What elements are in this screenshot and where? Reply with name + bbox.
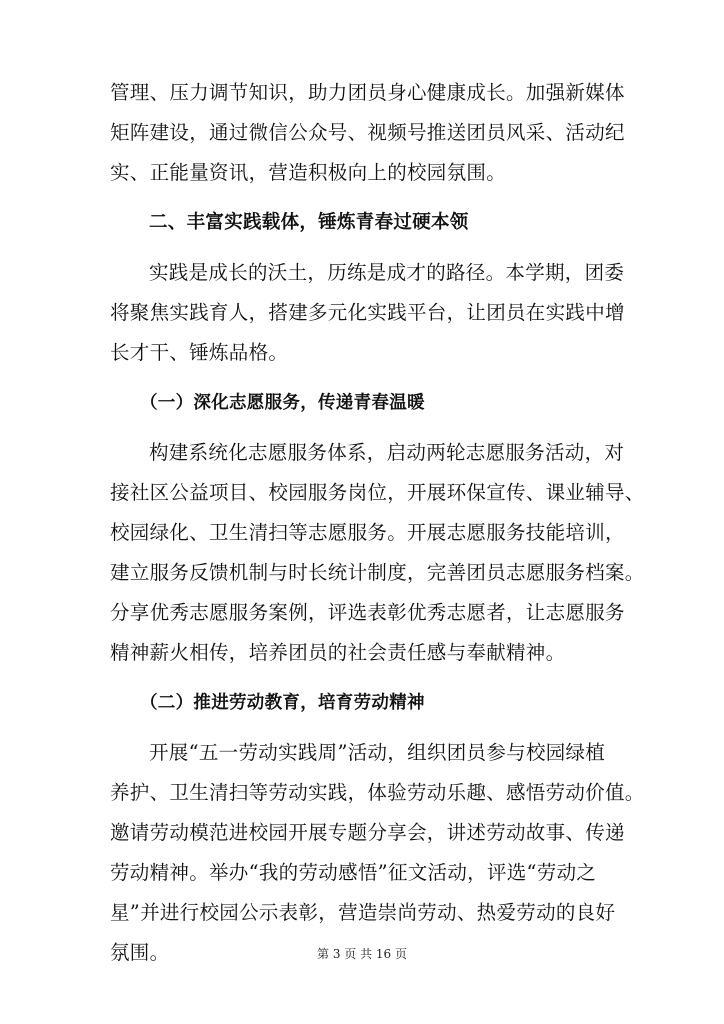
paragraph-labor (110, 740, 645, 980)
text-line: 建立服务反馈机制与时长统计制度，完善团员志愿服务档案。 (110, 561, 645, 584)
paragraph-volunteer (110, 440, 645, 680)
paragraph-section2 (110, 260, 625, 380)
text-line: 精神薪火相传，培养团员的社会责任感与奉献精神。 (110, 641, 566, 664)
text-line: 接社区公益项目、校园服务岗位，开展环保宣传、课业辅导、 (110, 481, 645, 504)
text-line: 校园绿化、卫生清扫等志愿服务。开展志愿服务技能培训， (110, 521, 625, 544)
text-line: 分享优秀志愿服务案例，评选表彰优秀志愿者，让志愿服务 (110, 601, 625, 624)
section-heading: 二、丰富实践载体，锤炼青春过硬本领 (149, 212, 469, 233)
text-line: 矩阵建设，通过微信公众号、视频号推送团员风采、活动纪 (110, 121, 625, 144)
text-line: 氛围。 (110, 941, 170, 964)
paragraph-intro (110, 80, 625, 200)
document-page (110, 80, 645, 980)
text-line: 劳动精神。举办“我的劳动感悟”征文活动，评选“劳动之 (110, 861, 597, 884)
text-line: 将聚焦实践育人，搭建多元化实践平台，让团员在实践中增 (110, 301, 625, 324)
text-line: 邀请劳动模范进校园开展专题分享会，讲述劳动故事、传递 (110, 821, 625, 844)
text-line: 构建系统化志愿服务体系，启动两轮志愿服务活动，对 (149, 441, 625, 464)
text-line: 星”并进行校园公示表彰，营造崇尚劳动、热爱劳动的良好 (110, 901, 616, 924)
text-line: 实践是成长的沃土，历练是成才的路径。本学期，团委 (149, 261, 625, 284)
text-line: 开展“五一劳动实践周”活动，组织团员参与校园绿植 (149, 741, 606, 764)
page-number: 第 3 页 共 16 页 (317, 947, 407, 961)
text-line: 长才干、锤炼品格。 (110, 341, 289, 364)
subsection-heading: （二）推进劳动教育，培育劳动精神 (140, 693, 425, 713)
text-line: 养护、卫生清扫等劳动实践，体验劳动乐趣、感悟劳动价值。 (110, 781, 645, 804)
subsection-heading: （一）深化志愿服务，传递青春温暖 (140, 393, 425, 413)
text-line: 实、正能量资讯，营造积极向上的校园氛围。 (110, 161, 507, 184)
text-line: 管理、压力调节知识，助力团员身心健康成长。加强新媒体 (110, 81, 625, 104)
